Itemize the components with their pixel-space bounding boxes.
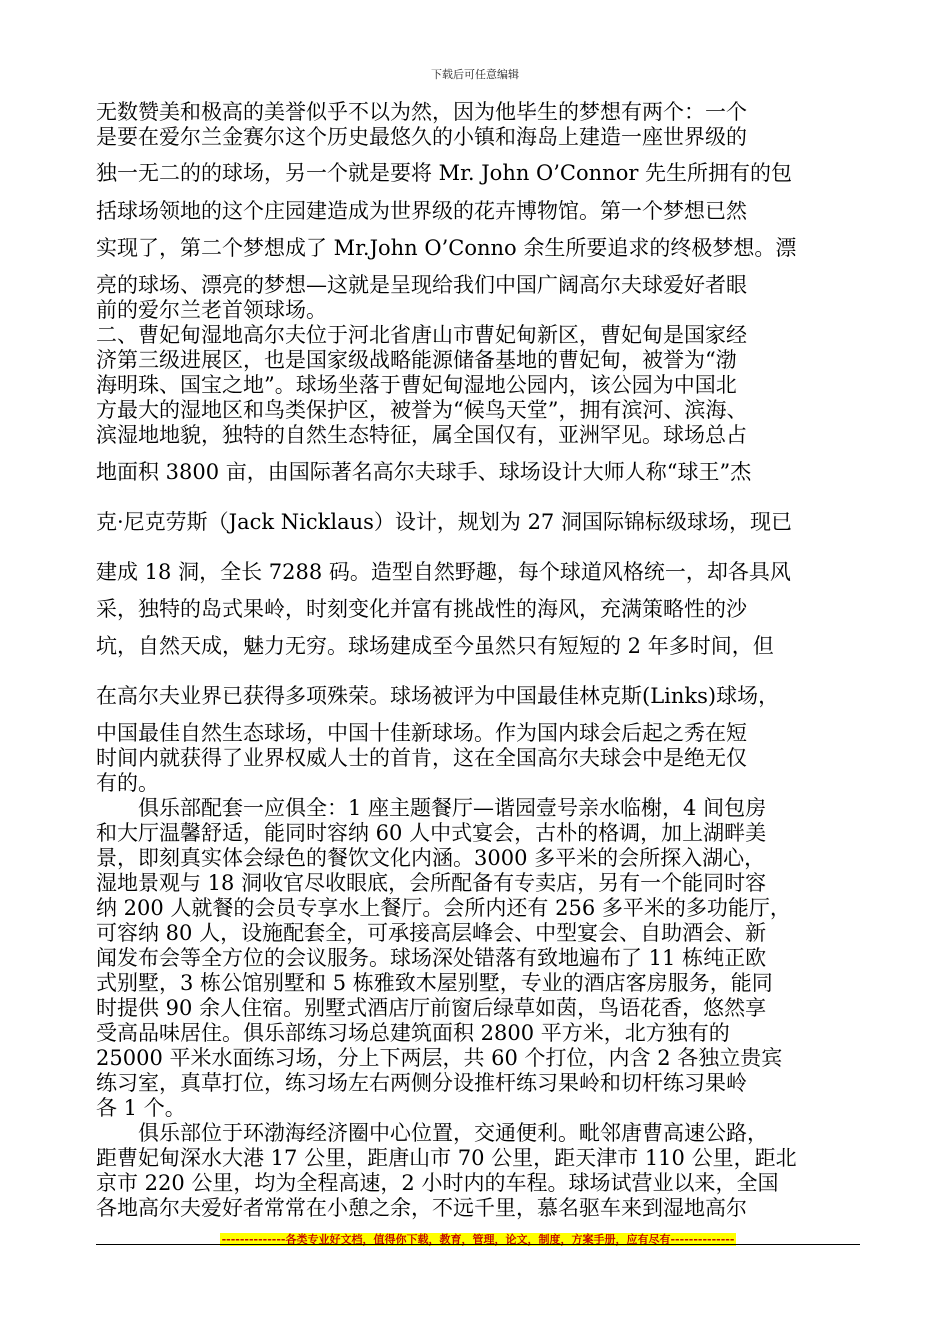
text-line: 湿地景观与 18 洞收官尽收眼底，会所配备有专卖店，另有一个能同时容 [96, 871, 767, 895]
page-header: 下载后可任意编辑 [431, 68, 519, 81]
text-line: 距曹妃甸深水大港 17 公里，距唐山市 70 公里，距天津市 110 公里，距北 [96, 1146, 797, 1170]
text-line: 时提供 90 余人住宿。别墅式酒店厅前窗后绿草如茵，鸟语花香，悠然享 [96, 996, 767, 1020]
text-line: 克·尼克劳斯（Jack Nicklaus）设计，规划为 27 洞国际锦标级球场，现已 [96, 510, 792, 534]
text-line: 独一无二的的球场，另一个就是要将 Mr. John O’Connor 先生所拥有的包 [96, 161, 793, 185]
text-line: 时间内就获得了业界权威人士的首肯，这在全国高尔夫球会中是绝无仅 [96, 746, 747, 770]
text-line: 建成 18 洞，全长 7288 码。造型自然野趣，每个球道风格统一，却各具风 [96, 560, 791, 584]
text-line: 实现了，第二个梦想成了 Mr.John O’Conno 余生所要追求的终极梦想。漂 [96, 236, 797, 260]
text-line: 和大厅温馨舒适，能同时容纳 60 人中式宴会，古朴的格调，加上湖畔美 [96, 821, 767, 845]
text-line: 有的。 [96, 771, 159, 795]
text-line: 京市 220 公里，均为全程高速，2 小时内的车程。球场试营业以来，全国 [96, 1171, 779, 1195]
text-line: 方最大的湿地区和鸟类保护区，被誉为“候鸟天堂”，拥有滨河、滨海、 [96, 398, 748, 422]
text-line: 景，即刻真实体会绿色的餐饮文化内涵。3000 多平米的会所探入湖心， [96, 846, 766, 870]
text-line: 式别墅，3 栋公馆别墅和 5 栋雅致木屋别墅，专业的酒店客房服务，能同 [96, 971, 773, 995]
text-line: 坑，自然天成，魅力无穷。球场建成至今虽然只有短短的 2 年多时间，但 [96, 634, 774, 658]
text-line: 各地高尔夫爱好者常常在小憩之余，不远千里，慕名驱车来到湿地高尔 [96, 1196, 747, 1220]
text-line: 前的爱尔兰老首领球场。 [96, 298, 327, 322]
text-line: 闻发布会等全方位的会议服务。球场深处错落有致地遍布了 11 栋纯正欧 [96, 946, 767, 970]
text-line: 练习室，真草打位，练习场左右两侧分设推杆练习果岭和切杆练习果岭 [96, 1071, 747, 1095]
text-line: 在高尔夫业界已获得多项殊荣。球场被评为中国最佳林克斯(Links)球场， [96, 684, 780, 708]
text-line: 25000 平米水面练习场，分上下两层，共 60 个打位，内含 2 各独立贵宾 [96, 1046, 783, 1070]
text-line: 俱乐部位于环渤海经济圈中心位置，交通便利。毗邻唐曹高速公路， [96, 1121, 768, 1145]
text-line: 是要在爱尔兰金赛尔这个历史最悠久的小镇和海岛上建造一座世界级的 [96, 125, 747, 149]
footer-divider [96, 1244, 860, 1245]
text-line: 各 1 个。 [96, 1096, 186, 1120]
text-line: 可容纳 80 人，设施配套全，可承接高层峰会、中型宴会、自助酒会、新 [96, 921, 767, 945]
text-line: 受高品味居住。俱乐部练习场总建筑面积 2800 平方米，北方独有的 [96, 1021, 730, 1045]
text-line: 无数赞美和极高的美誉似乎不以为然，因为他毕生的梦想有两个：一个 [96, 100, 747, 124]
text-line: 括球场领地的这个庄园建造成为世界级的花卉博物馆。第一个梦想已然 [96, 199, 747, 223]
text-line: 济第三级进展区，也是国家级战略能源储备基地的曹妃甸，被誉为“渤 [96, 348, 737, 372]
footer-banner-text: --------------各类专业好文档，值得你下载，教育，管理，论文，制度，方案手册，应有尽有-------------- [221, 1233, 735, 1246]
text-line: 亮的球场、漂亮的梦想—这就是呈现给我们中国广阔高尔夫球爱好者眼 [96, 273, 747, 297]
text-line: 海明珠、国宝之地”。球场坐落于曹妃甸湿地公园内，该公园为中国北 [96, 373, 737, 397]
text-line: 地面积 3800 亩，由国际著名高尔夫球手、球场设计大师人称“球王”杰 [96, 460, 752, 484]
text-line: 纳 200 人就餐的会员专享水上餐厅。会所内还有 256 多平米的多功能厅， [96, 896, 791, 920]
text-line: 采，独特的岛式果岭，时刻变化并富有挑战性的海风，充满策略性的沙 [96, 597, 747, 621]
text-line: 滨湿地地貌，独特的自然生态特征，属全国仅有，亚洲罕见。球场总占 [96, 423, 747, 447]
text-line: 二、曹妃甸湿地高尔夫位于河北省唐山市曹妃甸新区，曹妃甸是国家经 [96, 323, 747, 347]
text-line: 俱乐部配套一应俱全：1 座主题餐厅—谐园壹号亲水临榭，4 间包房 [96, 796, 767, 820]
text-line: 中国最佳自然生态球场，中国十佳新球场。作为国内球会后起之秀在短 [96, 721, 747, 745]
